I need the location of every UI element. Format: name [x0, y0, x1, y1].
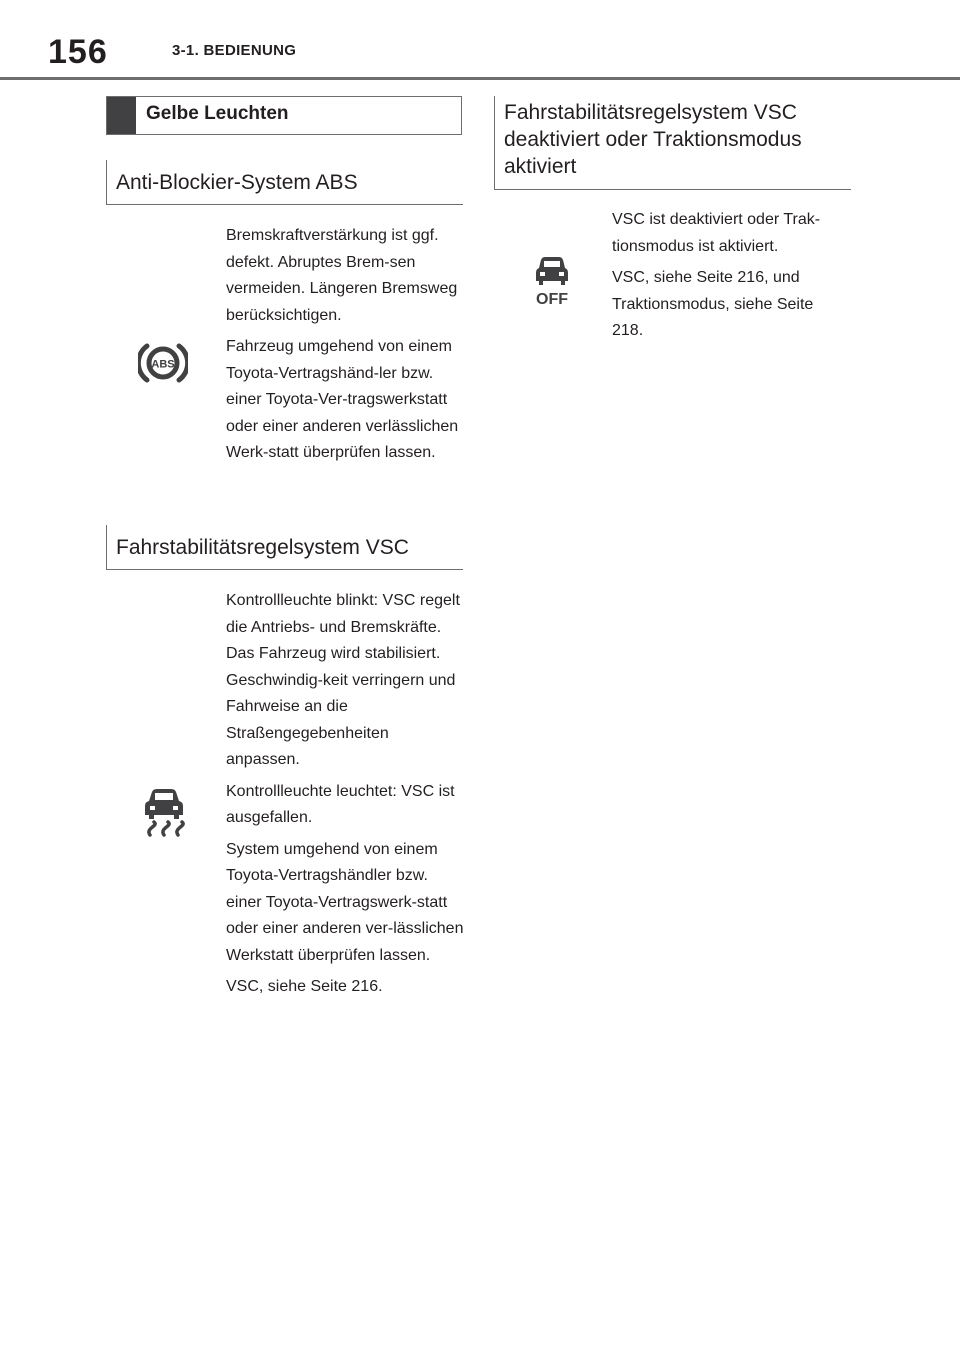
page-number: 156: [48, 33, 108, 71]
vsc-off-description: [612, 207, 846, 350]
vsc-off-section-title: Fahrstabilitätsregelsystem VSC deaktiviert oder Traktionsmodus aktiviert: [504, 101, 802, 178]
abs-description: [226, 223, 464, 472]
vsc-paragraph-4: VSC, siehe Seite 216.: [226, 978, 383, 995]
vsc-off-paragraph-1: VSC ist deaktiviert oder Trak-tionsmodus ist aktiviert.: [612, 211, 821, 255]
vsc-paragraph-1: Kontrollleuchte blinkt: VSC regelt die Antriebs- und Bremskräfte. Das Fahrzeug wird stabilisiert. Geschwindig-keit verringern und Fahrweise an die Straßengegebenheiten anpassen.: [226, 592, 460, 768]
vsc-skid-icon: [143, 788, 185, 838]
abs-paragraph-2: Fahrzeug umgehend von einem Toyota-Vertragshänd-ler bzw. einer Toyota-Ver-tragswerkstatt oder einer anderen verlässlichen Werk-statt überprüfen lassen.: [226, 338, 459, 461]
abs-warning-icon: [138, 340, 188, 386]
vsc-off-title-rule-vertical: [494, 96, 495, 190]
abs-title-rule-horizontal: [106, 204, 463, 205]
vsc-off-title-rule-horizontal: [494, 189, 851, 190]
vsc-off-paragraph-2: VSC, siehe Seite 216, und Traktionsmodus, siehe Seite 218.: [612, 269, 814, 339]
vsc-off-icon-label: OFF: [536, 291, 568, 306]
vsc-paragraph-2: Kontrollleuchte leuchtet: VSC ist ausgefallen.: [226, 782, 455, 826]
section-box-band: [107, 97, 136, 134]
vsc-title-rule-vertical: [106, 525, 107, 570]
abs-icon-label: ABS: [151, 358, 175, 371]
vsc-paragraph-3: System umgehend von einem Toyota-Vertragshändler bzw. einer Toyota-Vertragswerk-statt oder einer anderen ver-lässlichen Werkstatt überprüfen lassen.: [226, 840, 464, 964]
section-box-yellow-lights: [106, 96, 462, 135]
vsc-off-icon: [534, 256, 570, 306]
vsc-description: [226, 588, 466, 1006]
section-box-title: Gelbe Leuchten: [146, 103, 289, 124]
abs-paragraph-1: Bremskraftverstärkung ist ggf. defekt. Abruptes Brem-sen vermeiden. Längeren Bremsweg berücksichtigen.: [226, 227, 458, 324]
vsc-title-rule-horizontal: [106, 569, 463, 570]
header-divider: [0, 77, 960, 80]
chapter-title: 3-1. BEDIENUNG: [172, 42, 297, 59]
abs-title-rule-vertical: [106, 160, 107, 205]
abs-section-title: Anti-Blockier-System ABS: [116, 171, 358, 194]
vsc-section-title: Fahrstabilitätsregelsystem VSC: [116, 536, 409, 559]
